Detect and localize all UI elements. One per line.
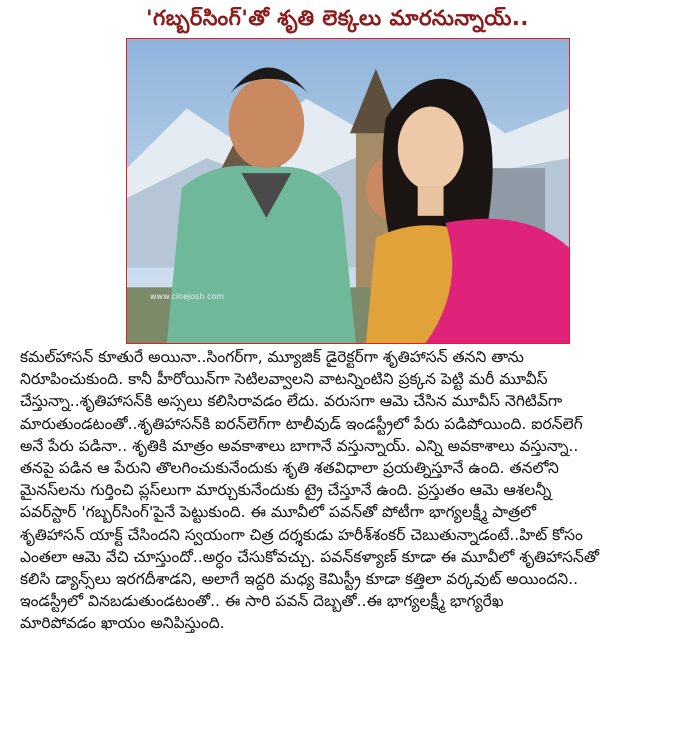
article-line: మారుతుండటంతో..శృతిహాసన్‌కి ఐరన్‌లెగ్‌గా టాలీవుడ్ ఇండస్ట్రీలో పేరు పడిపోయింది. ఐరన్‌లెగ్ <box>20 414 583 433</box>
article-line: అనే పేరు పడినా.. శృతికి మాత్రం అవకాశాలు బాగానే వస్తున్నాయ్. ఎన్ని అవకాశాలు వస్తున్నా.. <box>20 436 579 455</box>
article-line: తనపై పడిన ఆ పేరుని తొలగించుకునేందుకు శృతి శతవిధాలా ప్రయత్నిస్తూనే ఉంది. తనలోని <box>20 459 559 478</box>
article-line: మైనస్‌లను గుర్తించి ప్లస్‌లుగా మార్చుకునేందుకు ట్రై చేస్తూనే ఉంది. ప్రస్తుతం ఆమె ఆశలన్నీ <box>20 481 552 500</box>
article-line: నిరూపించుకుంది. కానీ హీరోయిన్‌గా సెటిలవ్వాలని వాటన్నింటిని ప్రక్కన పెట్టి మరీ మూవీస్ <box>20 370 548 389</box>
article-line: మారిపోవడం ఖాయం అనిపిస్తుంది. <box>20 614 225 633</box>
article-line: ఇండస్ట్రీలో వినబడుతుండటంతో.. ఈ సారి పవన్ దెబ్బతో..ఈ భాగ్యలక్ష్మీ భాగ్యరేఖ <box>20 592 504 611</box>
article-line: శృతిహాసన్ యాక్ట్ చేసిందని స్వయంగా చిత్ర దర్శకుడు హరీశ్‌శంకర్ చెబుతున్నాడంటే..హిట్ కోసం <box>20 525 583 544</box>
article-line: చేస్తున్నా..శృతిహాసన్‌కి అస్సలు కలిసిరావడం లేదు. వరుసగా ఆమె చేసిన మూవీస్ నెగిటివ్‌గా <box>20 392 563 411</box>
article-line: కలిసి డ్యాన్స్‌లు ఇరగదీశాడని, అలాగే ఇద్దరి మధ్య కెమిస్ట్రీ కూడా కత్తిలా వర్కవుట్ అయిందని.. <box>20 570 579 589</box>
headline: 'గబ్బర్‌సింగ్'తో శృతి లెక్కలు మారనున్నాయ్.. <box>146 6 529 30</box>
article-body <box>20 346 660 635</box>
article-line: పవర్‌స్టార్ 'గబ్బర్‌సింగ్'పైనే పెట్టుకుంది. ఈ మూవీలో పవన్‌తో పోటీగా భాగ్యలక్ష్మీ పాత్రలో <box>20 503 537 522</box>
article-line: ఎంతలా ఆమె వేచి చూస్తుందో..అర్ధం చేసుకోవచ్చు. పవన్‌కళ్యాణ్ కూడా ఈ మూవీలో శృతిహాసన్‌తో <box>20 547 600 566</box>
photo-watermark: www.cinejosh.com <box>150 292 225 301</box>
article-line: కమల్‌హాసన్ కూతురే అయినా..సింగర్‌గా, మ్యూజిక్ డైరెక్టర్‌గా శృతిహాసన్ తనని తాను <box>20 348 524 366</box>
